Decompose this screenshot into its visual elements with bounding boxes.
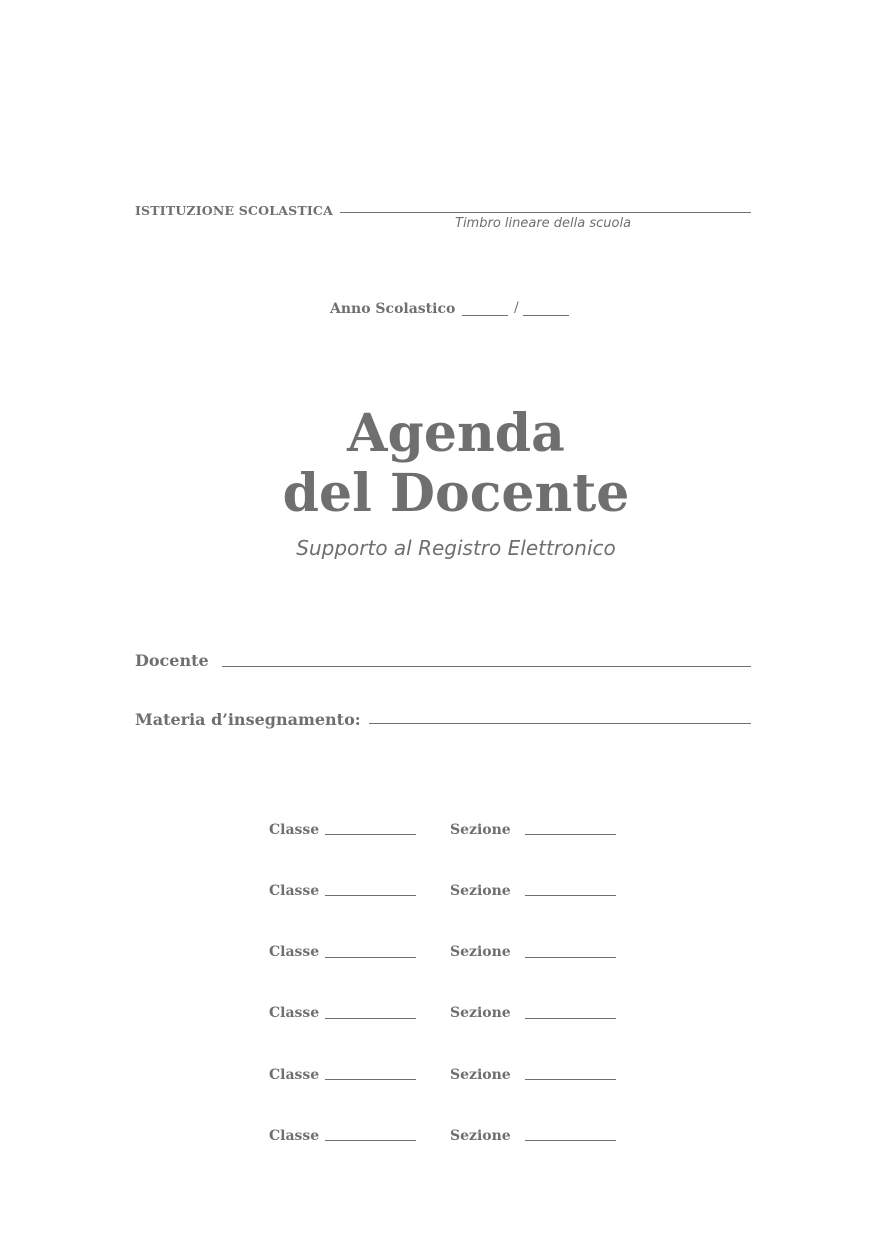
school-year-label: Anno Scolastico <box>330 301 456 317</box>
subject-field-line[interactable] <box>369 723 751 724</box>
class-field-line[interactable] <box>325 1079 416 1080</box>
section-label: Sezione <box>450 1067 511 1083</box>
class-field-line[interactable] <box>325 1018 416 1019</box>
class-field-line[interactable] <box>325 895 416 896</box>
section-label: Sezione <box>450 1128 511 1144</box>
class-label: Classe <box>269 1128 320 1144</box>
institution-label: ISTITUZIONE SCOLASTICA <box>135 203 333 218</box>
section-field-line[interactable] <box>525 834 616 835</box>
class-label: Classe <box>269 822 320 838</box>
class-label: Classe <box>269 1005 320 1021</box>
subject-label: Materia d’insegnamento: <box>135 710 361 729</box>
section-field-line[interactable] <box>525 957 616 958</box>
page-title-line-1: Agenda <box>347 403 565 464</box>
class-field-line[interactable] <box>325 1140 416 1141</box>
section-field-line[interactable] <box>525 1018 616 1019</box>
class-label: Classe <box>269 883 320 899</box>
section-field-line[interactable] <box>525 895 616 896</box>
stamp-hint: Timbro lineare della scuola <box>455 216 632 231</box>
school-year-separator: / <box>514 300 519 316</box>
page-subtitle: Supporto al Registro Elettronico <box>296 536 616 560</box>
school-year-start-line[interactable] <box>462 315 508 316</box>
school-year-end-line[interactable] <box>523 315 569 316</box>
section-label: Sezione <box>450 1005 511 1021</box>
section-label: Sezione <box>450 883 511 899</box>
class-label: Classe <box>269 944 320 960</box>
class-label: Classe <box>269 1067 320 1083</box>
page-title-line-2: del Docente <box>282 463 630 524</box>
section-label: Sezione <box>450 944 511 960</box>
section-label: Sezione <box>450 822 511 838</box>
section-field-line[interactable] <box>525 1079 616 1080</box>
section-field-line[interactable] <box>525 1140 616 1141</box>
institution-line[interactable] <box>340 212 751 213</box>
teacher-label: Docente <box>135 651 209 670</box>
class-field-line[interactable] <box>325 834 416 835</box>
class-field-line[interactable] <box>325 957 416 958</box>
teacher-field-line[interactable] <box>222 666 751 667</box>
